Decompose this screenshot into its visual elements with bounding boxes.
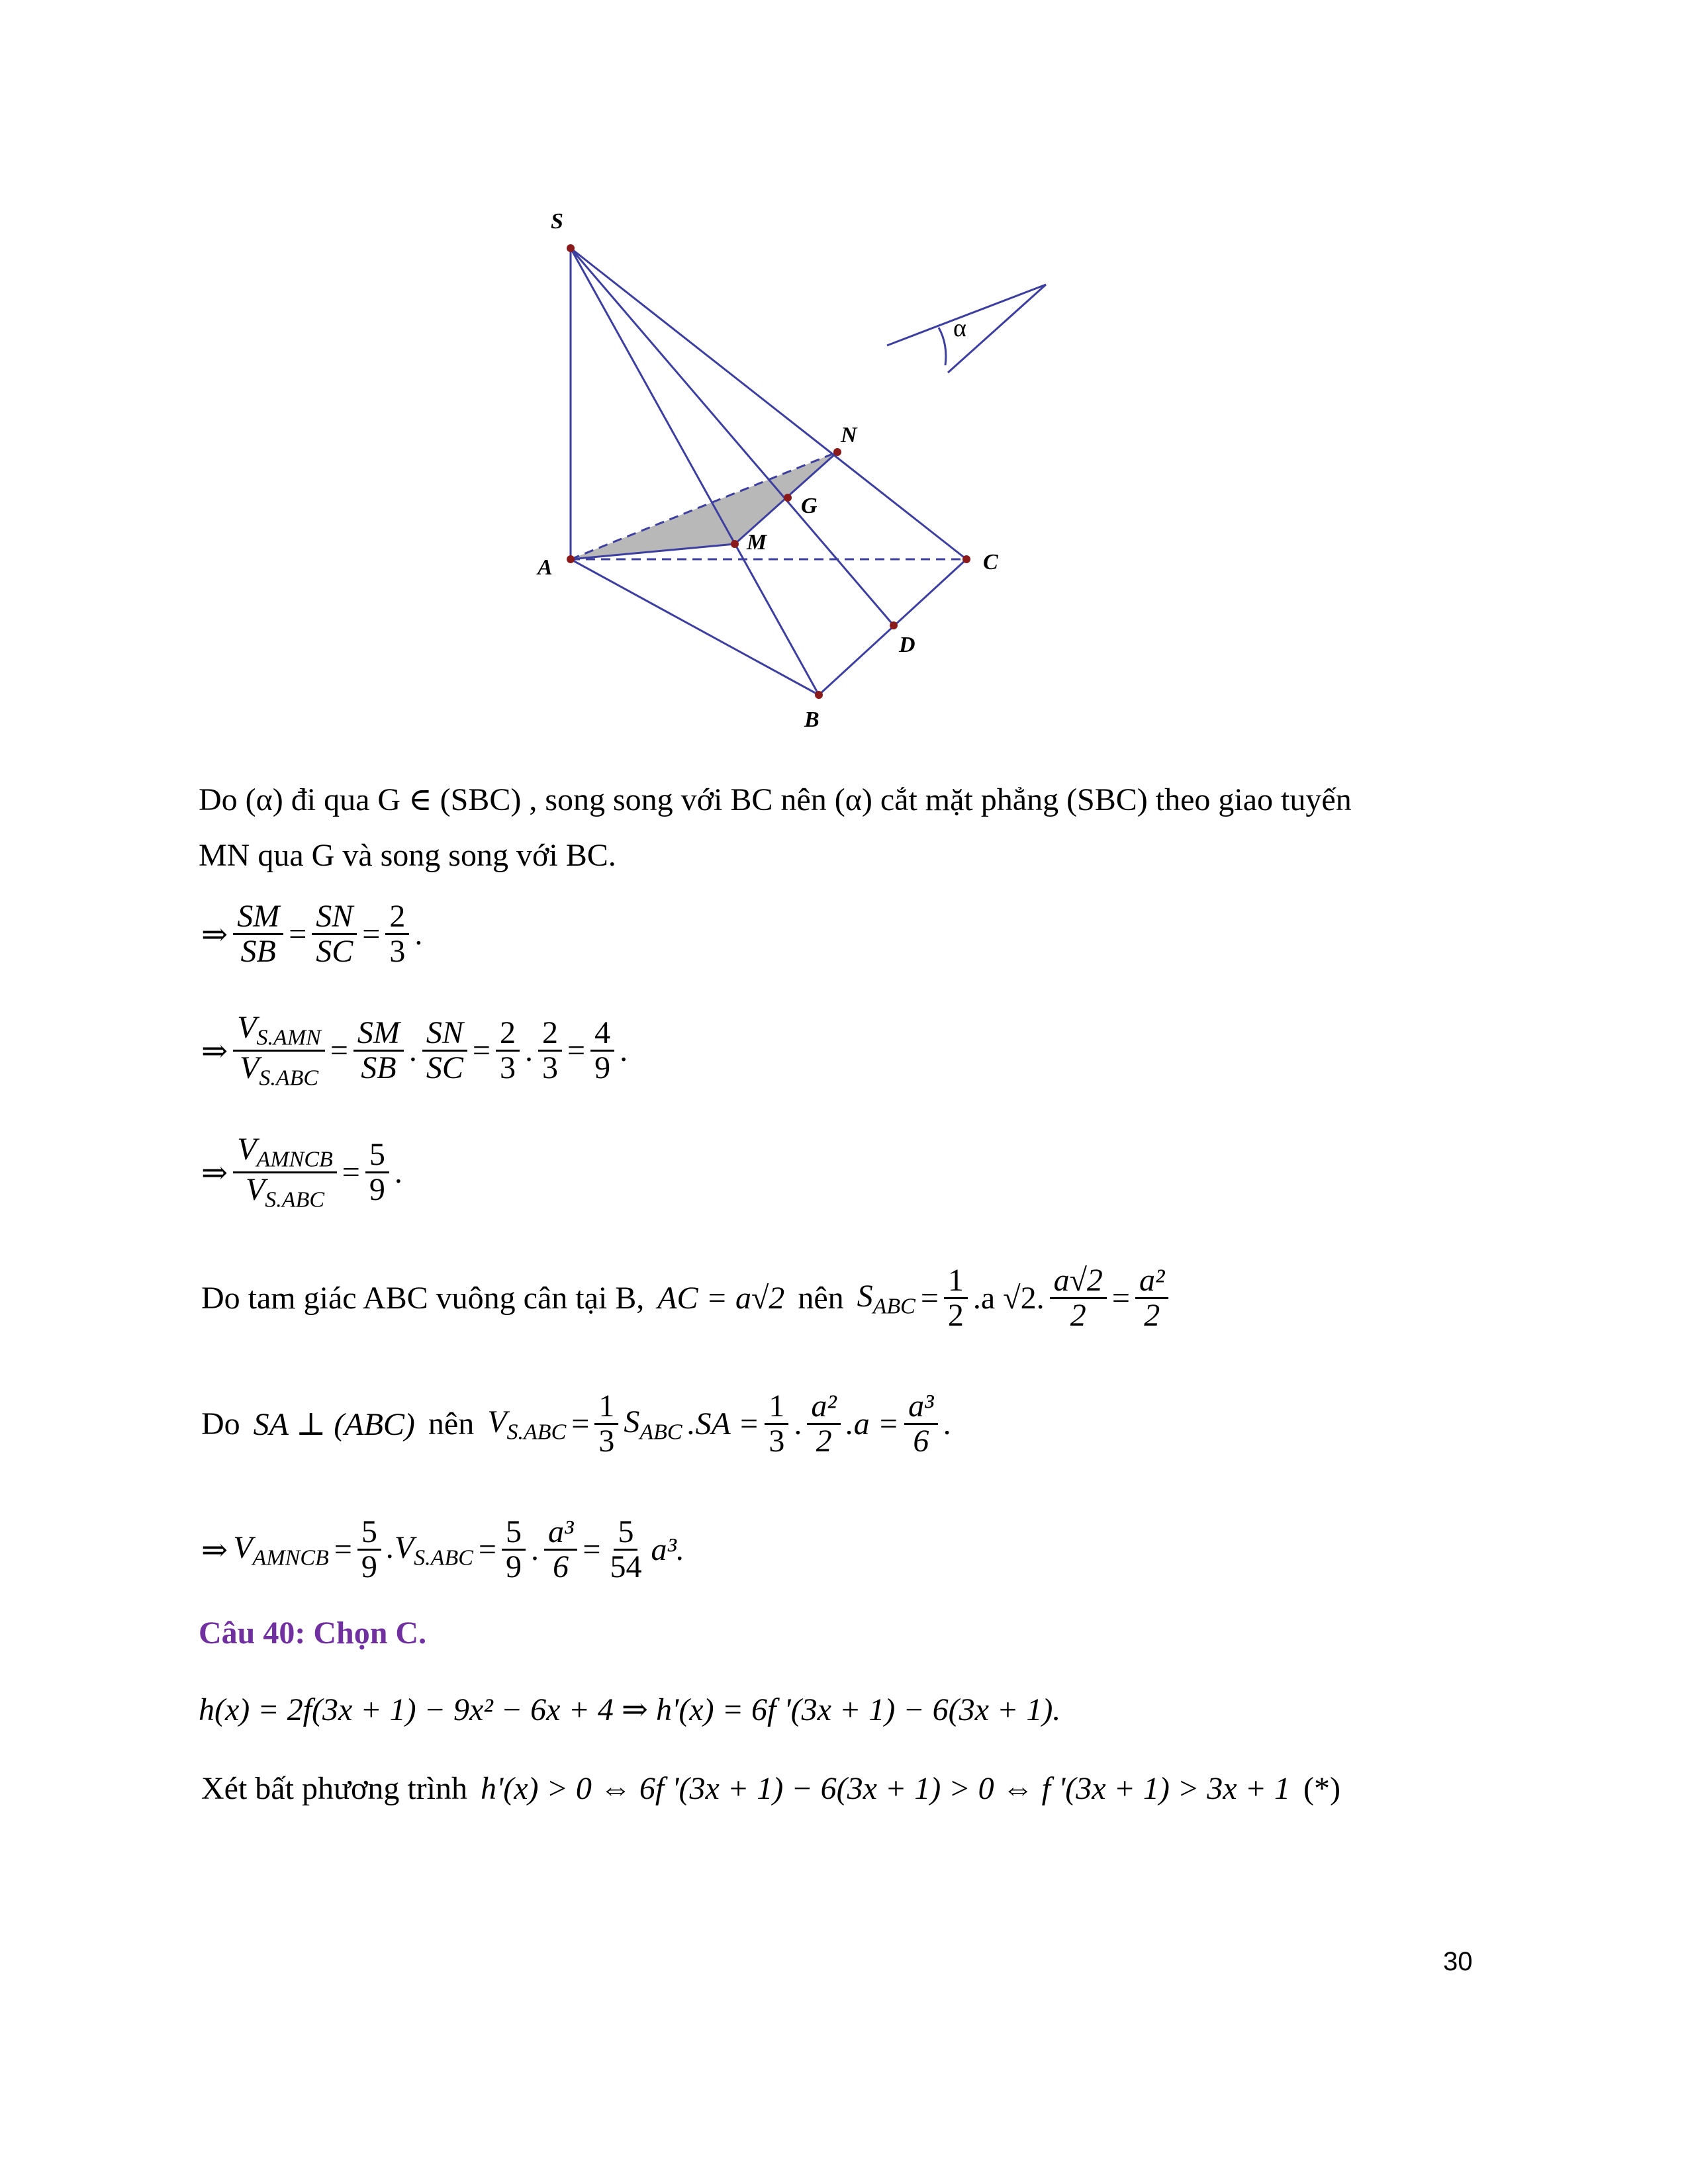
fraction: $\frac{V_{S.AMN}}{V_{S.ABC}}$ xyxy=(233,1011,325,1091)
fraction: $\frac{5}{9}$ xyxy=(502,1516,526,1584)
label-G: G xyxy=(801,494,818,518)
label-M: M xyxy=(747,530,767,555)
fraction: $\frac{2}{3}$ xyxy=(538,1017,562,1085)
point-M xyxy=(731,540,739,548)
equation-1: ⇒ $\frac{SM}{SB}$ = $\frac{SN}{SC}$ = $\frac{2}{3}$ . xyxy=(201,899,423,970)
fraction: $\frac{2}{3}$ xyxy=(385,900,409,969)
label-N: N xyxy=(841,423,857,447)
equation-4: Do tam giác ABC vuông cân tại B, AC = a√2 nên $S_{ABC}$ = $\frac{1}{2}$ .a √2. $\frac{a√2}{2}$ = $\frac{\text{a²}}{2}$ xyxy=(199,1264,1171,1333)
fraction: $\frac{SN}{SC}$ xyxy=(312,900,357,969)
alpha-line-1 xyxy=(887,285,1046,345)
page-number: 30 xyxy=(1443,1947,1473,1976)
fraction: $\frac{\text{a²}}{2}$ xyxy=(807,1390,840,1459)
point-A xyxy=(567,555,575,563)
fraction: $\frac{\text{a²}}{2}$ xyxy=(1135,1264,1168,1333)
label-B: B xyxy=(804,707,820,732)
pyramid-figure xyxy=(516,199,1079,748)
label-A: A xyxy=(538,555,553,580)
question-heading: Câu 40: Chọn C. xyxy=(199,1615,427,1651)
equation-3: ⇒ $\frac{V_{AMNCB}}{V_{S.ABC}}$ = $\frac{5}{9}$ . xyxy=(201,1132,402,1212)
equation-5: Do SA ⊥ (ABC) nên $V_{S.ABC}$ = $\frac{1}{3}$ $S_{ABC}$ .SA = $\frac{1}{3}$ . $\frac{\text{a²}}{2}$ .a = $\frac{\text{a³}}{6}$ . xyxy=(201,1388,951,1459)
para1-line1: Do (α) đi qua G ∈ (SBC) , song song với BC nên (α) cắt mặt phẳng (SBC) theo giao tuyến xyxy=(199,782,1352,817)
fraction: $\frac{SN}{SC}$ xyxy=(422,1017,467,1085)
label-alpha: α xyxy=(953,314,966,342)
fraction: $\frac{1}{3}$ xyxy=(765,1390,788,1459)
fraction: $\frac{a√2}{2}$ xyxy=(1050,1264,1107,1333)
label-C: C xyxy=(983,550,998,574)
fraction: $\frac{2}{3}$ xyxy=(496,1017,520,1085)
para1-line2: MN qua G và song song với BC. xyxy=(199,838,616,873)
fraction: $\frac{\text{a³}}{6}$ xyxy=(904,1390,937,1459)
equation-8: Xét bất phương trình h'(x) > 0 ⇔ 6f '(3x + 1) − 6(3x + 1) > 0 ⇔ f '(3x + 1) > 3x + 1 (*) xyxy=(201,1771,1340,1806)
fraction: $\frac{1}{2}$ xyxy=(944,1264,968,1333)
equation-2: ⇒ $\frac{V_{S.AMN}}{V_{S.ABC}}$ = $\frac{SM}{SB}$ . $\frac{SN}{SC}$ = $\frac{2}{3}$ . $\frac{2}{3}$ = $\frac{4}{9}$ . xyxy=(201,1010,628,1091)
implies-symbol: ⇒ xyxy=(201,917,228,952)
fraction: $\frac{4}{9}$ xyxy=(590,1017,614,1085)
point-D xyxy=(890,621,898,629)
point-C xyxy=(962,555,970,563)
implies-symbol: ⇒ xyxy=(201,1155,228,1191)
point-G xyxy=(784,494,792,502)
alpha-arc xyxy=(939,328,946,365)
label-D: D xyxy=(899,633,915,657)
fraction: $\frac{1}{3}$ xyxy=(594,1390,618,1459)
fraction: $\frac{5}{54}$ xyxy=(610,1514,642,1585)
point-N xyxy=(833,448,841,456)
equation-7: h(x) = 2f(3x + 1) − 9x² − 6x + 4 ⇒ h'(x) = 6f '(3x + 1) − 6(3x + 1). xyxy=(199,1692,1061,1727)
point-S xyxy=(567,244,575,252)
fraction: $\frac{5}{9}$ xyxy=(357,1516,381,1584)
fraction: $\frac{SM}{SB}$ xyxy=(353,1017,404,1085)
fraction: $\frac{\text{a³}}{6}$ xyxy=(544,1516,577,1584)
fraction: $\frac{V_{AMNCB}}{V_{S.ABC}}$ xyxy=(233,1133,337,1212)
fraction: $\frac{SM}{SB}$ xyxy=(233,900,283,969)
label-S: S xyxy=(551,209,563,234)
point-B xyxy=(815,691,823,699)
implies-symbol: ⇒ xyxy=(201,1033,228,1069)
fraction: $\frac{5}{9}$ xyxy=(365,1138,389,1207)
implies-symbol: ⇒ xyxy=(201,1532,228,1568)
equation-6: ⇒ $V_{AMNCB}$ = $\frac{5}{9}$ $.V_{S.ABC}$ = $\frac{5}{9}$ . $\frac{\text{a³}}{6}$ = $\frac{5}{54}$ a³. xyxy=(201,1514,684,1585)
